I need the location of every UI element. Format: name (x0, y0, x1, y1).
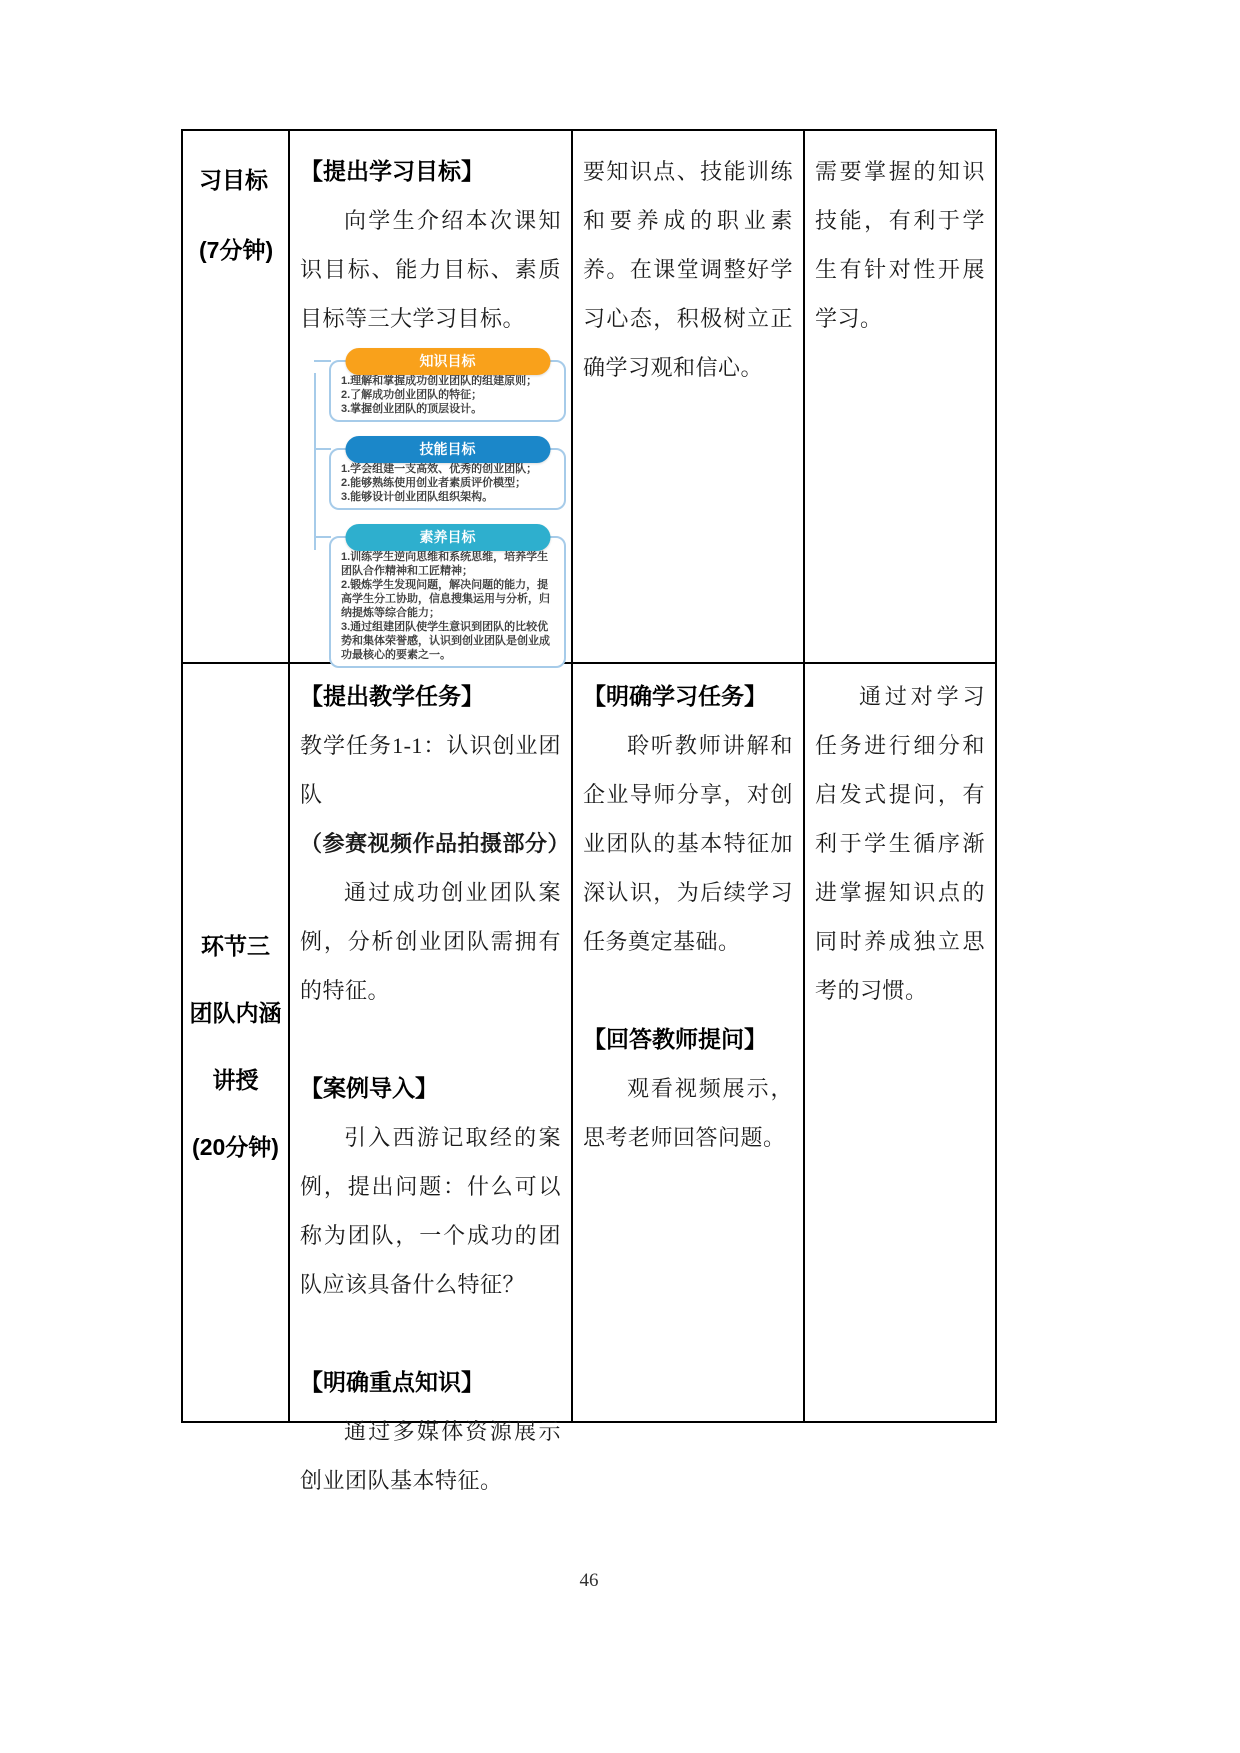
goal-box-skill (329, 441, 566, 510)
cell-design-intent-row2 (805, 664, 995, 1421)
key-knowledge-detail: 通过多媒体资源展示创业团队基本特征。 (300, 1419, 561, 1493)
stage-topic-label: 团队内涵 (189, 999, 282, 1026)
cell-teacher-activity-row1 (290, 131, 573, 664)
goal-item: 1.训练学生逆向思维和系统思维，培养学生团队合作精神和工匠精神； (341, 551, 549, 577)
goal-item: 3.通过组建团队使学生意识到团队的比较优势和集体荣誉感，认识到创业团队是创业成功最核心的要素之一。 (341, 621, 550, 661)
answer-questions-detail: 观看视频展示，思考老师回答问题。 (583, 1076, 793, 1150)
goal-item: 2.能够熟练使用创业者素质评价模型； (341, 477, 527, 489)
stage-method-label: 讲授 (212, 1066, 259, 1093)
section-header-answer-questions: 【回答教师提问】 (583, 1026, 767, 1052)
teacher-task-subtitle: （参赛视频作品拍摄部分） (300, 831, 571, 856)
goals-connector-line (314, 373, 316, 550)
teacher-task-detail: 通过成功创业团队案例，分析创业团队需拥有的特征。 (300, 880, 561, 1003)
goal-box-knowledge (329, 353, 566, 422)
section-header-learning-goals: 【提出学习目标】 (300, 158, 484, 184)
stage-label-line: 习目标 (199, 167, 268, 193)
stage-step-label: 环节三 (201, 932, 270, 959)
section-header-learning-task: 【明确学习任务】 (583, 683, 767, 709)
cell-student-activity-row2 (573, 664, 805, 1421)
teacher-paragraph-row1: 向学生介绍本次课知识目标、能力目标、素质目标等三大学习目标。 (300, 208, 561, 331)
goal-item: 2.了解成功创业团队的特征； (341, 389, 483, 401)
teacher-task-line: 教学任务1-1：认识创业团队 (300, 733, 561, 807)
page-number: 46 (579, 1570, 599, 1591)
student-paragraph-row1: 要知识点、技能训练和要养成的职业素养。在课堂调整好学习心态，积极树立正确学习观和信心。 (583, 159, 793, 380)
cell-design-intent-row1 (805, 131, 995, 664)
goal-box-literacy (329, 529, 566, 668)
learning-task-detail: 聆听教师讲解和企业导师分享，对创业团队的基本特征加深认识，为后续学习任务奠定基础。 (583, 733, 793, 954)
goal-item: 2.锻炼学生发现问题，解决问题的能力，提高学生分工协助，信息搜集运用与分析，归纳提炼等综合能力； (341, 579, 550, 619)
section-header-teaching-task: 【提出教学任务】 (300, 683, 484, 709)
goal-item: 1.理解和掌握成功创业团队的组建原则； (341, 375, 538, 387)
intent-paragraph-row2: 通过对学习任务进行细分和启发式提问，有利于学生循序渐进掌握知识点的同时养成独立思考的习惯。 (815, 684, 985, 1003)
cell-teacher-activity-row2 (290, 664, 573, 1493)
intent-paragraph-row1: 需要掌握的知识技能，有利于学生有针对性开展学习。 (815, 159, 985, 331)
section-header-key-knowledge: 【明确重点知识】 (300, 1369, 484, 1395)
case-intro-detail: 引入西游记取经的案例，提出问题：什么可以称为团队，一个成功的团队应该具备什么特征？ (300, 1125, 561, 1297)
cell-student-activity-row1 (573, 131, 805, 664)
section-header-case-intro: 【案例导入】 (300, 1075, 438, 1101)
learning-goals-graphic (316, 353, 566, 668)
cell-stage-row1 (183, 131, 290, 664)
goal-item: 3.能够设计创业团队组织架构。 (341, 491, 494, 503)
stage-duration: (20分钟) (192, 1133, 279, 1160)
goal-item: 1.学会组建一支高效、优秀的创业团队； (341, 463, 538, 475)
goal-pill-skill: 技能目标 (345, 436, 550, 463)
goal-pill-knowledge: 知识目标 (345, 348, 550, 375)
goal-pill-literacy: 素养目标 (345, 524, 550, 551)
goal-item: 3.掌握创业团队的顶层设计。 (341, 403, 483, 415)
stage-duration: (7分钟) (199, 237, 274, 263)
lesson-plan-table (181, 129, 997, 1493)
cell-stage-row2 (183, 664, 290, 1421)
